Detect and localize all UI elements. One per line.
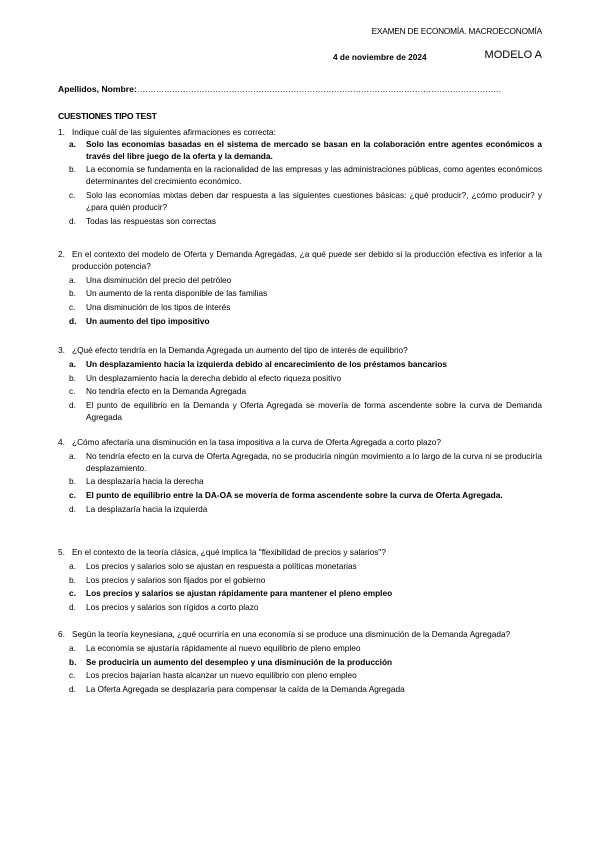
question-stem [58, 547, 542, 559]
option-a [58, 359, 542, 371]
option-text: Una disminución del precio del petróleo [86, 274, 232, 285]
question-number: 3. [58, 345, 65, 355]
exam-title: EXAMEN DE ECONOMÍA. MACROECONOMÍA [371, 26, 542, 36]
option-letter: d. [69, 400, 76, 411]
question-2 [58, 249, 542, 328]
option-a [58, 275, 542, 287]
section-title: CUESTIONES TIPO TEST [58, 111, 157, 121]
question-6 [58, 629, 542, 696]
option-text: Los precios y salarios son fijados por el gobierno [86, 574, 266, 585]
question-1 [58, 127, 542, 227]
option-d [58, 400, 542, 424]
option-text: Un aumento de la renta disponible de las familias [86, 288, 268, 299]
exam-model: MODELO A [484, 49, 542, 61]
option-d [58, 602, 542, 614]
exam-date: 4 de noviembre de 2024 [333, 52, 427, 62]
option-letter: a. [69, 560, 76, 571]
question-stem [58, 345, 542, 357]
option-d [58, 316, 542, 328]
option-c [58, 302, 542, 314]
option-letter: a. [69, 642, 76, 653]
option-letter: b. [69, 288, 76, 299]
option-c [58, 190, 542, 214]
question-3 [58, 345, 542, 424]
option-text: Los precios y salarios son rígidos a corto plazo [86, 602, 259, 613]
option-letter: a. [69, 274, 76, 285]
option-letter: d. [69, 602, 76, 613]
option-b [58, 288, 542, 300]
option-letter: c. [69, 302, 76, 313]
option-text: La desplazaría hacia la izquierda [86, 503, 208, 514]
option-text: Todas las respuestas son correctas [86, 215, 217, 226]
option-a [58, 561, 542, 573]
question-4 [58, 437, 542, 516]
option-letter: c. [69, 588, 76, 599]
option-b [58, 657, 542, 669]
option-text: La economía se fundamenta en la racionalidad de las empresas y las administraciones públicas, como agentes económicos determinantes del crecimiento económico. [86, 164, 542, 187]
option-d [58, 684, 542, 696]
option-letter: d. [69, 315, 77, 326]
option-letter: b. [69, 476, 76, 487]
option-text: Los precios y salarios se ajustan rápidamente para mantener el pleno empleo [86, 588, 393, 599]
option-c [58, 588, 542, 600]
option-text: Solo las economías basadas en el sistema de mercado se basan en la colaboración entre agentes económicos a través del libre juego de la oferta y la demanda. [86, 138, 542, 161]
name-field-blank: ……………………………………………………………………………………………………………………… [136, 84, 502, 94]
question-number: 5. [58, 547, 65, 557]
question-text: ¿Cómo afectaría una disminución en la tasa impositiva a la curva de Oferta Agregada a corto plazo? [72, 437, 441, 447]
option-letter: d. [69, 215, 76, 226]
name-field [58, 84, 538, 94]
option-text: Una disminución de los tipos de interés [86, 302, 231, 313]
option-text: Un desplazamiento hacia la derecha debido al efecto riqueza positivo [86, 372, 342, 383]
option-letter: a. [69, 358, 76, 369]
option-b [58, 575, 542, 587]
question-text: ¿Qué efecto tendría en la Demanda Agregada un aumento del tipo de interés de equilibrio? [72, 345, 408, 355]
option-d [58, 504, 542, 516]
question-number: 4. [58, 437, 65, 447]
question-number: 6. [58, 629, 65, 639]
option-c [58, 490, 542, 502]
option-a [58, 643, 542, 655]
option-text: La Oferta Agregada se desplazaría para compensar la caída de la Demanda Agregada [86, 684, 405, 695]
option-d [58, 216, 542, 228]
option-text: La economía se ajustaría rápidamente al nuevo equilibrio de pleno empleo [86, 642, 361, 653]
option-letter: a. [69, 138, 76, 149]
question-text: En el contexto de la teoría clásica, ¿qué implica la "flexibilidad de precios y salarios"? [72, 547, 386, 557]
question-stem [58, 437, 542, 449]
option-letter: d. [69, 503, 76, 514]
question-text: En el contexto del modelo de Oferta y Demanda Agregadas, ¿a qué puede ser debido si la producción efectiva es inferior a la producción potencia? [72, 249, 542, 271]
question-5 [58, 547, 542, 614]
option-text: Solo las economías mixtas deben dar respuesta a las siguientes cuestiones básicas: ¿qué producir?, ¿cómo producir? y ¿para quién producir? [86, 189, 542, 212]
question-text: Según la teoría keynesiana, ¿qué ocurriría en una economía si se produce una disminución de la Demanda Agregada? [72, 629, 511, 639]
option-letter: b. [69, 372, 76, 383]
option-text: No tendría efecto en la curva de Oferta Agregada, no se produciría ningún movimiento a lo largo de la curva ni se produciría desplazamiento. [86, 450, 542, 473]
option-text: Los precios bajarían hasta alcanzar un nuevo equilibrio con pleno empleo [86, 670, 357, 681]
question-number: 2. [58, 249, 65, 259]
option-text: Se produciría un aumento del desempleo y una disminución de la producción [86, 656, 393, 667]
option-text: Un aumento del tipo impositivo [86, 315, 210, 326]
option-b [58, 373, 542, 385]
name-field-label: Apellidos, Nombre: [58, 84, 137, 94]
option-letter: c. [69, 490, 76, 501]
option-letter: d. [69, 684, 76, 695]
option-a [58, 139, 542, 163]
option-letter: a. [69, 450, 76, 461]
option-text: La desplazaría hacia la derecha [86, 476, 204, 487]
option-b [58, 476, 542, 488]
option-b [58, 164, 542, 188]
option-text: El punto de equilibrio entre la DA-OA se movería de forma ascendente sobre la curva de Oferta Agregada. [86, 490, 503, 501]
option-letter: c. [69, 189, 76, 200]
option-text: Los precios y salarios solo se ajustan en respuesta a políticas monetarias [86, 560, 357, 571]
question-stem [58, 249, 542, 273]
question-text: Indique cuál de las siguientes afirmaciones es correcta: [72, 127, 276, 137]
question-stem [58, 127, 542, 139]
question-stem [58, 629, 542, 641]
option-letter: c. [69, 670, 76, 681]
option-letter: c. [69, 386, 76, 397]
option-c [58, 386, 542, 398]
option-letter: b. [69, 656, 77, 667]
option-letter: b. [69, 164, 76, 175]
option-text: Un desplazamiento hacia la izquierda debido al encarecimiento de los préstamos bancarios [86, 358, 448, 369]
option-c [58, 670, 542, 682]
option-text: No tendría efecto en la Demanda Agregada [86, 386, 247, 397]
option-letter: b. [69, 574, 76, 585]
option-text: El punto de equilibrio en la Demanda y Oferta Agregada se movería de forma ascendente sobre la curva de Demanda Agregada [86, 400, 542, 422]
question-number: 1. [58, 127, 65, 137]
option-a [58, 451, 542, 475]
